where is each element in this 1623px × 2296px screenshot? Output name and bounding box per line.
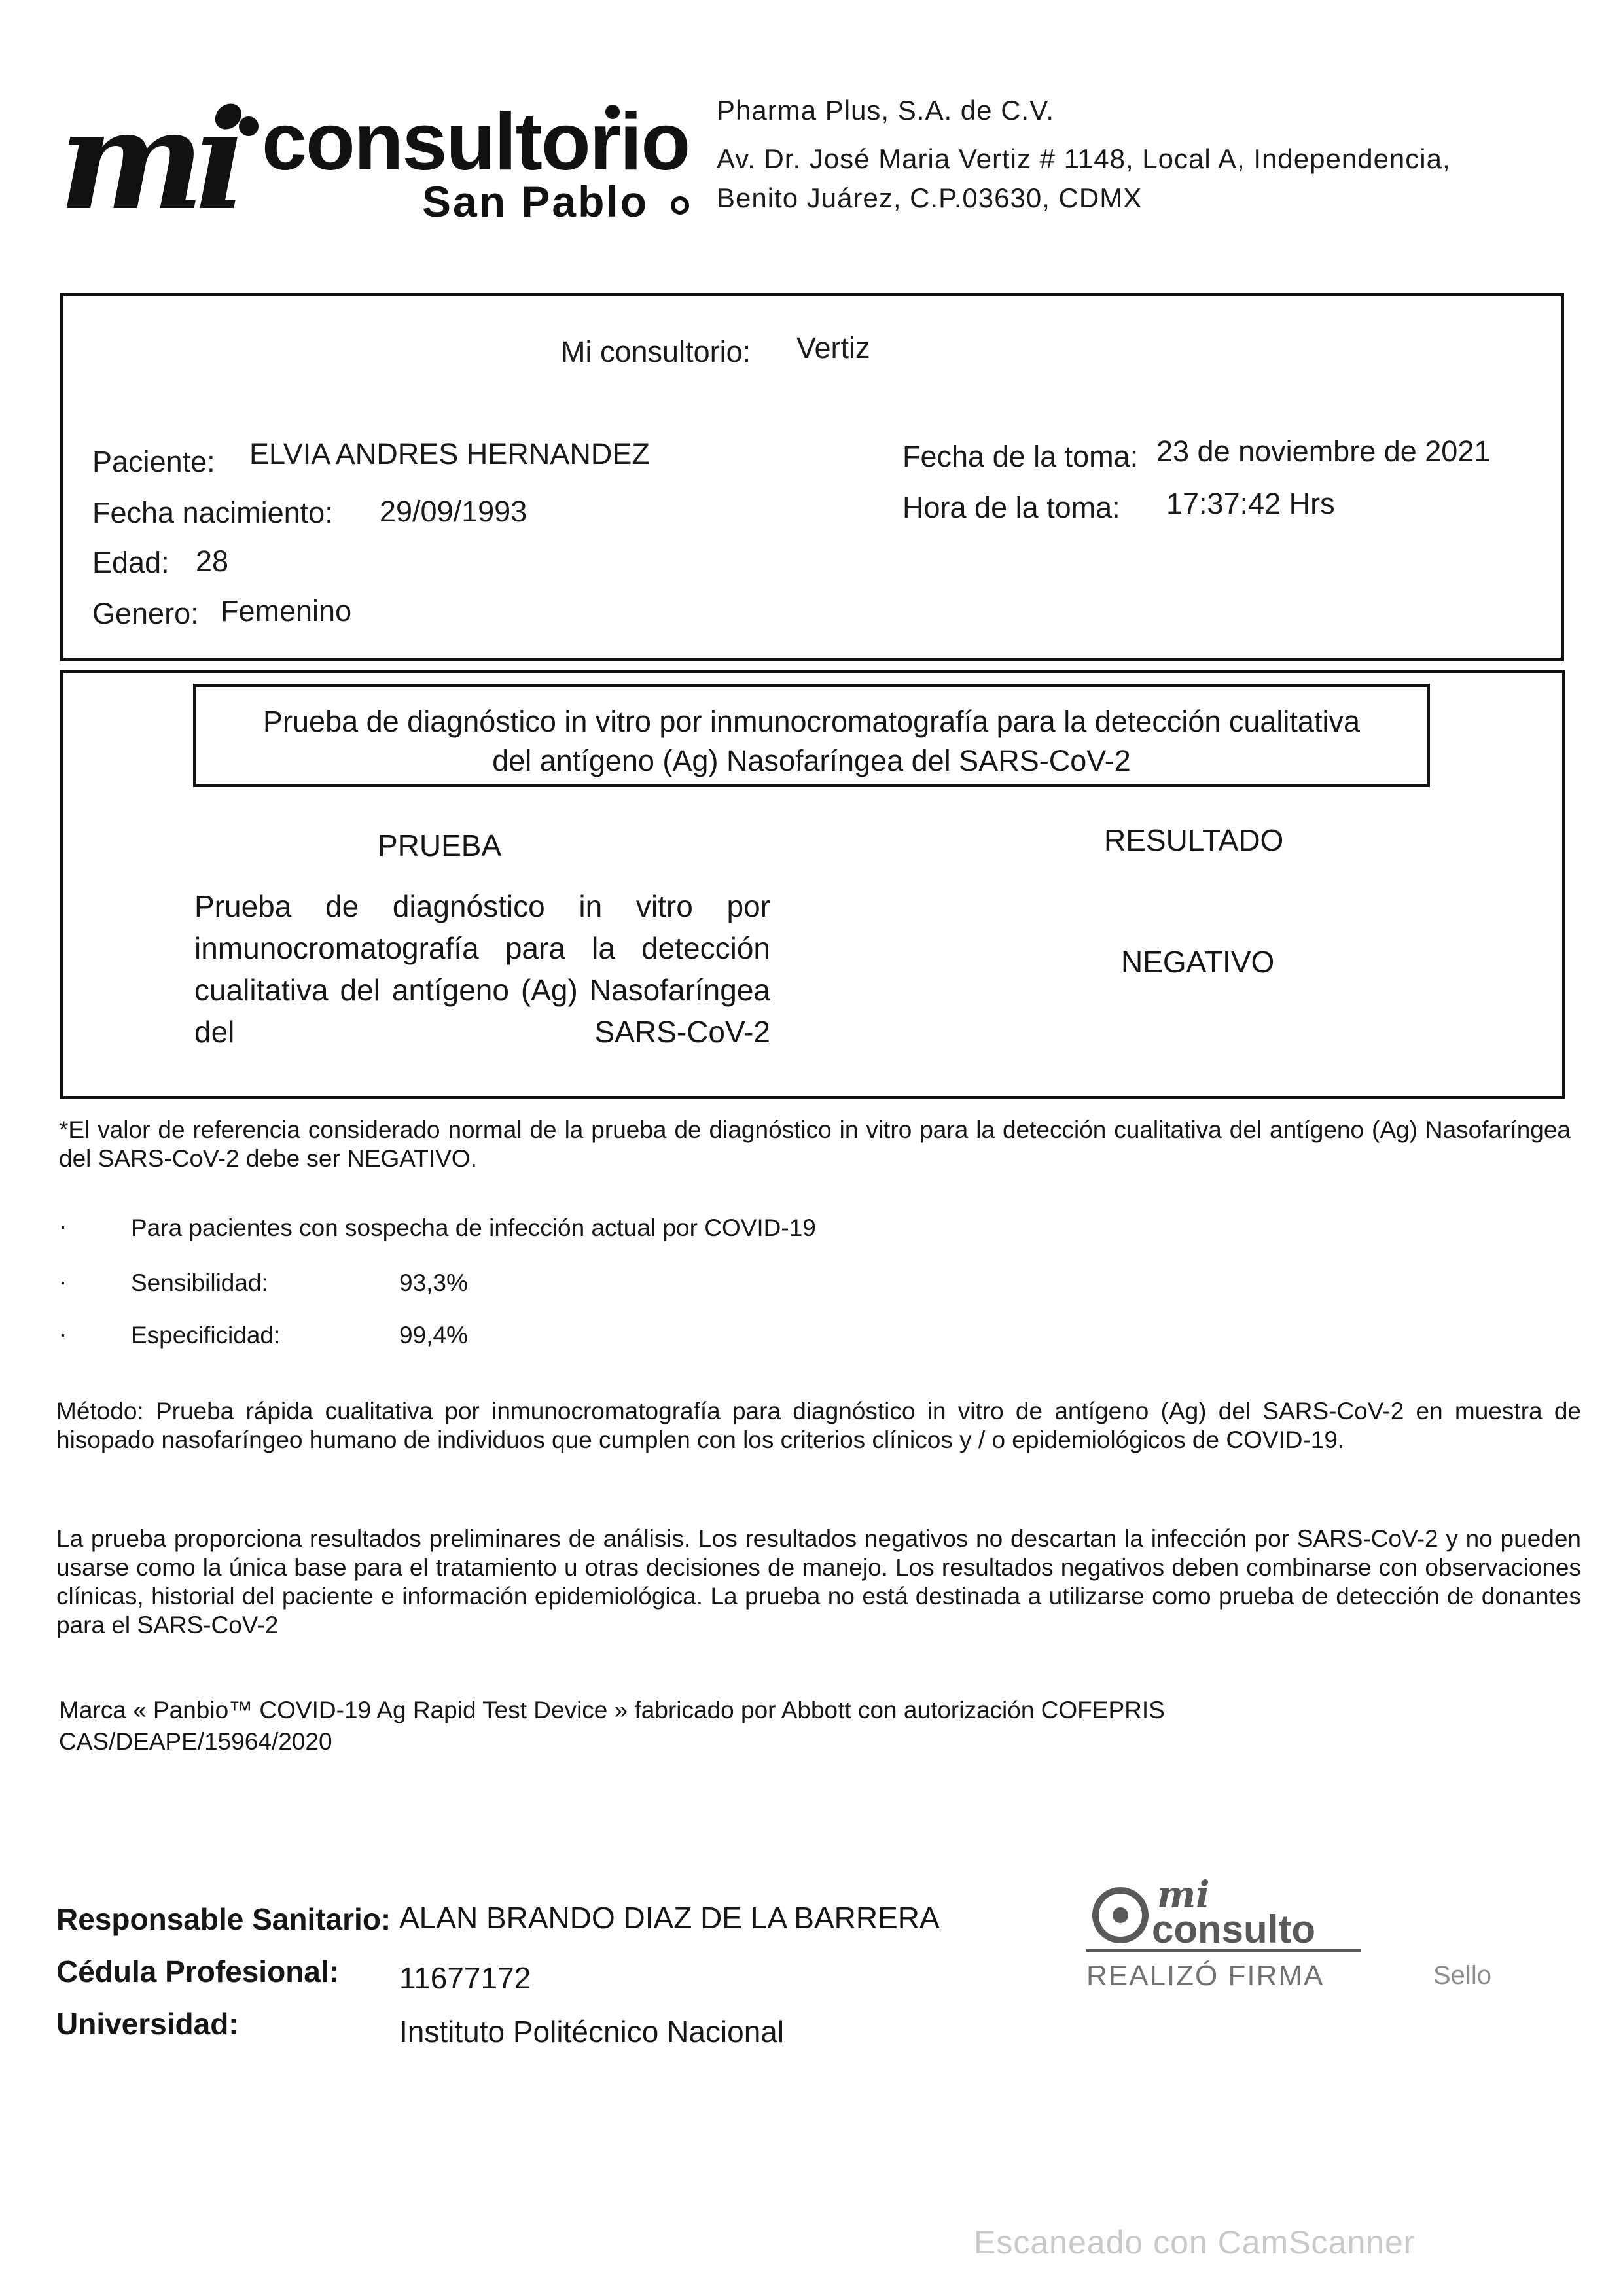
sample-date-value: 23 de noviembre de 2021 [1156,434,1491,468]
universidad-label: Universidad: [56,2007,239,2041]
sensitivity-label: Sensibilidad: [131,1269,268,1296]
bullet-dot: · [59,1212,67,1239]
bullet-patients: Para pacientes con sospecha de infección actual por COVID-19 [131,1214,816,1241]
realizo-firma-label: REALIZÓ FIRMA [1086,1960,1325,1992]
gender-value: Femenino [221,594,352,627]
test-description: Prueba de diagnóstico in vitro por inmunocromatografía para la detección cualitativa del antígeno (Ag) Nasofaríngea del SARS-CoV-2 [194,889,770,1049]
prueba-column-header: PRUEBA [378,828,502,862]
responsable-value: ALAN BRANDO DIAZ DE LA BARRERA [399,1901,940,1935]
patient-label: Paciente: [92,445,215,478]
reference-note: *El valor de referencia considerado normal de la prueba de diagnóstico in vitro para la detección cualitativa del antígeno (Ag) Nasofaríngea del SARS-CoV-2 debe ser NEGATIVO. [59,1116,1571,1172]
company-address-line1: Av. Dr. José Maria Vertiz # 1148, Local A, Independencia, [717,143,1451,174]
sello-label: Sello [1433,1961,1491,1990]
sensitivity-value: 93,3% [399,1269,468,1296]
specificity-value: 99,4% [399,1322,468,1349]
test-title-line1: Prueba de diagnóstico in vitro por inmunocromatografía para la detección cualitativa [263,705,1360,738]
test-result-box [60,670,1565,1099]
patient-name: ELVIA ANDRES HERNANDEZ [249,437,650,470]
cedula-value: 11677172 [399,1961,531,1995]
test-title-line2: del antígeno (Ag) Nasofaríngea del SARS-CoV-2 [492,744,1131,777]
gender-label: Genero: [92,597,199,630]
svg-text:mi: mi [1157,1875,1210,1916]
consultorio-value: Vertiz [796,331,870,364]
age-label: Edad: [92,546,169,579]
camscanner-watermark: Escaneado con CamScanner [974,2224,1416,2261]
specificity-label: Especificidad: [131,1322,281,1349]
company-name: Pharma Plus, S.A. de C.V. [717,95,1055,126]
brand-line2: CAS/DEAPE/15964/2020 [59,1728,332,1755]
cedula-label: Cédula Profesional: [56,1954,339,1988]
bullet-dot: · [59,1320,67,1347]
stamp-logo-icon [1086,1875,1427,1953]
clinic-stamp [1086,1875,1491,1999]
consultorio-label: Mi consultorio: [561,335,751,368]
age-value: 28 [196,544,229,578]
sample-date-label: Fecha de la toma: [902,440,1139,473]
birthdate-value: 29/09/1993 [380,495,527,528]
logo-dot [239,116,259,136]
bullet-dot: · [59,1268,67,1295]
logo-san-pablo: San Pablo [422,177,649,226]
resultado-column-header: RESULTADO [1104,823,1284,857]
method-paragraph: Método: Prueba rápida cualitativa por inmunocromatografía para diagnóstico in vitro de antígeno (Ag) del SARS-CoV-2 en muestra de hisopado nasofaríngeo humano de individuos que cumplen con los criterios clínicos y / o epidemiológicos de COVID-19. [56,1398,1581,1453]
svg-text:consulto: consulto [1152,1907,1315,1951]
brand-line1: Marca « Panbio™ COVID-19 Ag Rapid Test Device » fabricado por Abbott con autorización COFEPRIS [59,1697,1165,1723]
result-value: NEGATIVO [1121,945,1275,979]
registered-mark-icon [671,196,689,215]
universidad-value: Instituto Politécnico Nacional [399,2015,785,2049]
birthdate-label: Fecha nacimiento: [92,496,333,529]
logo-consultorio: consultorio [262,97,690,187]
sample-time-label: Hora de la toma: [902,491,1120,524]
responsable-label: Responsable Sanitario: [56,1902,391,1936]
test-title-box [193,684,1430,787]
sample-time-value: 17:37:42 Hrs [1166,487,1335,520]
logo-mi-script: mi [59,79,238,241]
limitations-paragraph: La prueba proporciona resultados preliminares de análisis. Los resultados negativos no descartan la infección por SARS-CoV-2 y no pueden usarse como la única base para el tratamiento u otras decisiones de manejo. Los resultados negativos deben combinarse con observaciones clínicas, historial del paciente e información epidemiológica. La prueba no está destinada a utilizarse como prueba de detección de donantes para el SARS-CoV-2 [56,1525,1581,1638]
patient-info-box [60,293,1564,661]
company-address-line2: Benito Juárez, C.P.03630, CDMX [717,183,1143,213]
